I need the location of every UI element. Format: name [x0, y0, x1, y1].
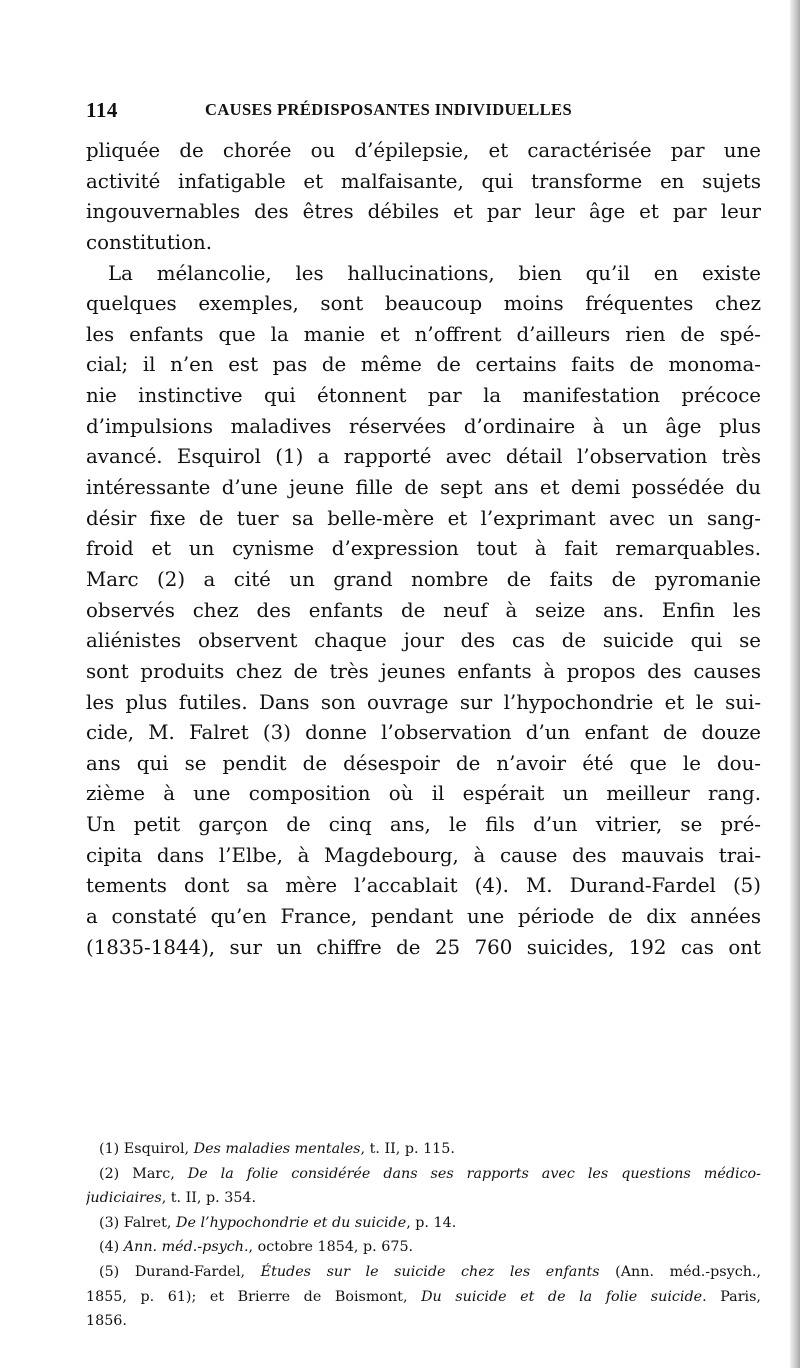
body-line: intéressante d’une jeune fille de sept ans et demi possédée du — [86, 476, 761, 500]
body-line: les enfants que la manie et n’offrent d’ailleurs rien de spé- — [86, 322, 761, 346]
footnote-5 — [86, 1260, 761, 1285]
body-line: tements dont sa mère l’accablait (4). M. Durand-Fardel (5) — [86, 874, 761, 898]
body-line: pliquée de chorée ou d’épilepsie, et caractérisée par une — [86, 139, 761, 162]
body-line: froid et un cynisme d’expression tout à fait remarquables. — [86, 537, 761, 561]
body-line: aliénistes observent chaque jour des cas de suicide qui se — [86, 629, 761, 653]
page-number: 114 — [86, 98, 118, 122]
footnote-title: De la folie considérée dans ses rapports avec les questions médico- — [187, 1165, 761, 1182]
footnote-text: , t. II, p. 354. — [161, 1190, 257, 1207]
body-line: d’impulsions maladives réservées d’ordinaire à un âge plus — [86, 414, 761, 438]
footnote-title: Ann. méd.-psych. — [123, 1239, 249, 1256]
footnote-text: (Ann. méd.-psych., — [599, 1263, 761, 1280]
page-header — [86, 98, 761, 124]
body-line: les plus futiles. Dans son ouvrage sur l’hypochondrie et le sui- — [86, 690, 761, 714]
body-line: observés chez des enfants de neuf à seize ans. Enfin les — [86, 598, 761, 622]
footnote-3 — [86, 1211, 761, 1236]
body-line: quelques exemples, sont beaucoup moins fréquentes chez — [86, 292, 761, 316]
footnote-title: Études sur le suicide chez les enfants — [260, 1263, 600, 1280]
body-line: avancé. Esquirol (1) a rapporté avec détail l’observation très — [86, 445, 761, 469]
footnote-text: (1) Esquirol, — [99, 1141, 194, 1157]
footnote-text: 1855, p. 61); et Brierre de Boismont, — [86, 1288, 422, 1305]
scan-edge — [790, 0, 800, 1368]
footnote-text: 1856. — [86, 1313, 127, 1330]
body-line: Marc (2) a cité un grand nombre de faits de pyromanie — [86, 567, 761, 591]
footnote-title: Du suicide et de la folie suicide — [421, 1288, 703, 1305]
body-line: sont produits chez de très jeunes enfants à propos des causes — [86, 659, 761, 683]
footnote-5-end — [86, 1309, 761, 1334]
body-line: ingouvernables des êtres débiles et par leur âge et par leur — [86, 200, 761, 224]
body-line: constitution. — [86, 230, 213, 254]
body-line: activité infatigable et malfaisante, qui transforme en sujets — [86, 169, 761, 193]
footnote-text: . Paris, — [702, 1288, 761, 1305]
body-line: a constaté qu’en France, pendant une période de dix années — [86, 905, 761, 929]
footnote-title: judiciaires — [86, 1190, 162, 1207]
body-line: cide, M. Falret (3) donne l’observation d’un enfant de douze — [86, 721, 761, 745]
footnote-text: (3) Falret, — [99, 1214, 176, 1231]
footnote-5-continued — [86, 1285, 761, 1310]
footnote-1 — [86, 1137, 761, 1162]
footnote-text: (5) Durand-Fardel, — [99, 1263, 261, 1280]
footnote-4 — [86, 1235, 761, 1260]
body-line: ans qui se pendit de désespoir de n’avoir été que le dou- — [86, 751, 761, 775]
footnote-2-continued — [86, 1186, 761, 1211]
footnote-2 — [86, 1162, 761, 1187]
running-head: CAUSES PRÉDISPOSANTES INDIVIDUELLES — [205, 100, 573, 119]
footnote-text: (2) Marc, — [99, 1165, 188, 1182]
body-line: Un petit garçon de cinq ans, le fils d’un vitrier, se pré- — [86, 813, 761, 837]
footnote-title: De l’hypochondrie et du suicide — [175, 1214, 407, 1231]
body-line: La mélancolie, les hallucinations, bien qu’il en existe — [108, 261, 761, 285]
body-line: cipita dans l’Elbe, à Magdebourg, à cause des mauvais trai- — [86, 843, 761, 867]
body-line: désir fixe de tuer sa belle-mère et l’exprimant avec un sang- — [86, 506, 761, 530]
body-line: zième à une composition où il espérait un meilleur rang. — [86, 782, 761, 806]
body-line: nie instinctive qui étonnent par la manifestation précoce — [86, 384, 761, 408]
footnotes — [86, 1137, 761, 1334]
body-line: cial; il n’en est pas de même de certains faits de monoma- — [86, 353, 761, 377]
footnote-text: (4) — [99, 1239, 124, 1256]
footnote-text: , t. II, p. 115. — [360, 1141, 455, 1157]
footnote-text: , octobre 1854, p. 675. — [248, 1239, 414, 1256]
footnote-text: , p. 14. — [406, 1214, 457, 1231]
footnote-title: Des maladies mentales — [193, 1141, 361, 1157]
body-text — [86, 136, 761, 963]
body-line: (1835-1844), sur un chiffre de 25 760 suicides, 192 cas ont — [86, 935, 761, 959]
